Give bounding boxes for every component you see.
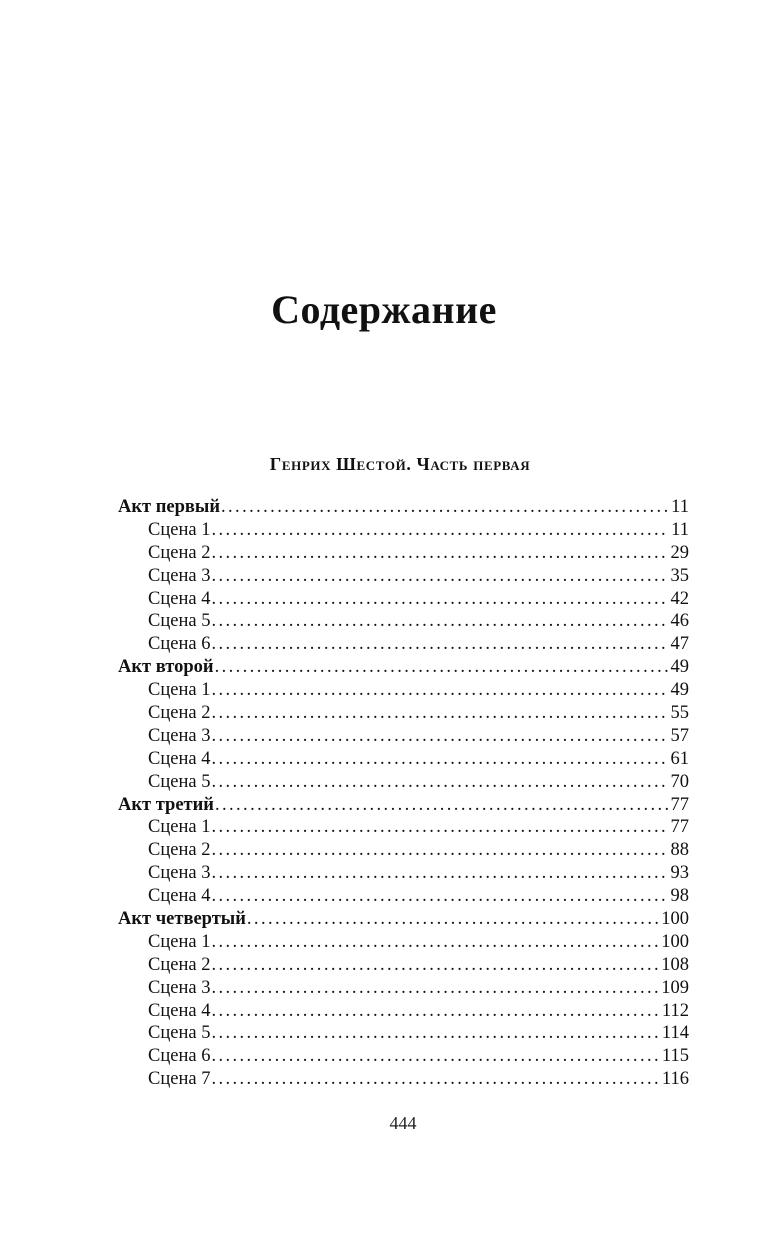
toc-entry-page: 11 [671,519,689,540]
toc-entry-page: 88 [670,840,689,861]
toc-entry-label: Сцена 1 [148,680,211,701]
dot-leader [211,679,668,702]
toc-scene-entry [118,1022,689,1045]
dot-leader [211,702,668,725]
toc-scene-entry [118,588,689,611]
toc-entry-page: 29 [670,542,689,563]
dot-leader [211,931,659,954]
toc-entry-label: Сцена 5 [148,611,211,632]
toc-scene-entry [118,885,689,908]
toc-scene-entry [118,542,689,565]
toc-entry-page: 42 [670,588,689,609]
toc-entry-page: 116 [661,1069,689,1090]
dot-leader [211,1022,659,1045]
toc-scene-entry [118,1000,689,1023]
dot-leader [211,885,668,908]
toc-entry-label: Сцена 3 [148,863,211,884]
toc-scene-entry [118,1068,689,1091]
page-title: Содержание [271,287,497,332]
toc-act-entry [118,496,689,519]
toc-entry-page: 47 [670,634,689,655]
toc-entry-label: Сцена 5 [148,1023,211,1044]
toc-scene-entry [118,862,689,885]
toc-act-entry [118,794,689,817]
toc-entry-label: Сцена 5 [148,771,211,792]
toc-entry-label: Сцена 1 [148,931,211,952]
dot-leader [247,908,659,931]
dot-leader [211,771,668,794]
toc-entry-label: Сцена 6 [148,1046,211,1067]
toc-entry-page: 49 [670,657,689,678]
toc-scene-entry [118,679,689,702]
toc-entry-page: 98 [670,886,689,907]
toc-scene-entry [118,954,689,977]
toc-entry-page: 100 [661,909,689,930]
dot-leader [211,1000,659,1023]
toc-scene-entry [118,931,689,954]
dot-leader [211,862,668,885]
toc-entry-page: 112 [661,1000,689,1021]
toc-act-entry [118,656,689,679]
toc-entry-label: Сцена 2 [148,542,211,563]
toc-entry-label: Сцена 3 [148,565,211,586]
dot-leader [211,633,668,656]
toc-scene-entry [118,771,689,794]
dot-leader [211,748,668,771]
toc-scene-entry [118,839,689,862]
toc-entry-page: 55 [670,703,689,724]
toc-entry-label: Акт второй [118,657,214,678]
toc-entry-label: Акт четвертый [118,909,246,930]
toc-entry-label: Сцена 3 [148,725,211,746]
toc-entry-label: Сцена 4 [148,1000,211,1021]
toc-scene-entry [118,565,689,588]
toc-entry-page: 77 [670,794,689,815]
toc-entry-page: 100 [661,931,689,952]
dot-leader [211,610,668,633]
page-number: 444 [389,1113,417,1133]
dot-leader [211,588,668,611]
toc-scene-entry [118,1045,689,1068]
dot-leader [215,794,669,817]
toc-entry-page: 93 [670,863,689,884]
dot-leader [215,656,669,679]
toc-entry-page: 108 [661,954,689,975]
toc-entry-page: 49 [670,680,689,701]
toc-entry-page: 70 [670,771,689,792]
dot-leader [211,519,669,542]
dot-leader [211,542,668,565]
toc-entry-page: 57 [670,725,689,746]
dot-leader [221,496,669,519]
toc-entry-label: Акт первый [118,497,220,517]
toc-entry-page: 77 [670,817,689,838]
dot-leader [211,565,668,588]
toc-entry-page: 35 [670,565,689,586]
toc-scene-entry [118,519,689,542]
toc-scene-entry [118,610,689,633]
toc-entry-label: Сцена 7 [148,1069,211,1090]
toc-entry-label: Сцена 2 [148,703,211,724]
dot-leader [211,1045,659,1068]
dot-leader [211,954,659,977]
toc-entry-page: 114 [661,1023,689,1044]
toc-entry-label: Сцена 1 [148,817,211,838]
toc-entry-label: Сцена 4 [148,588,211,609]
toc-entry-label: Сцена 2 [148,954,211,975]
toc-scene-entry [118,748,689,771]
dot-leader [211,816,668,839]
toc-scene-entry [118,977,689,1000]
toc-entry-page: 61 [670,748,689,769]
toc-scene-entry [118,702,689,725]
toc-act-entry [118,908,689,931]
toc-entry-page: 115 [661,1046,689,1067]
table-of-contents [118,496,689,1091]
toc-entry-page: 109 [661,977,689,998]
toc-entry-label: Сцена 1 [148,519,211,540]
toc-entry-label: Сцена 4 [148,748,211,769]
dot-leader [211,1068,659,1091]
toc-entry-label: Сцена 3 [148,977,211,998]
dot-leader [211,977,659,1000]
toc-entry-label: Сцена 6 [148,634,211,655]
dot-leader [211,839,668,862]
toc-entry-label: Сцена 2 [148,840,211,861]
section-title: Генрих Шестой. Часть первая [269,454,531,474]
toc-entry-page: 11 [671,497,689,517]
toc-scene-entry [118,633,689,656]
toc-scene-entry [118,816,689,839]
toc-scene-entry [118,725,689,748]
toc-entry-label: Акт третий [118,794,214,815]
toc-entry-page: 46 [670,611,689,632]
dot-leader [211,725,668,748]
toc-entry-label: Сцена 4 [148,886,211,907]
